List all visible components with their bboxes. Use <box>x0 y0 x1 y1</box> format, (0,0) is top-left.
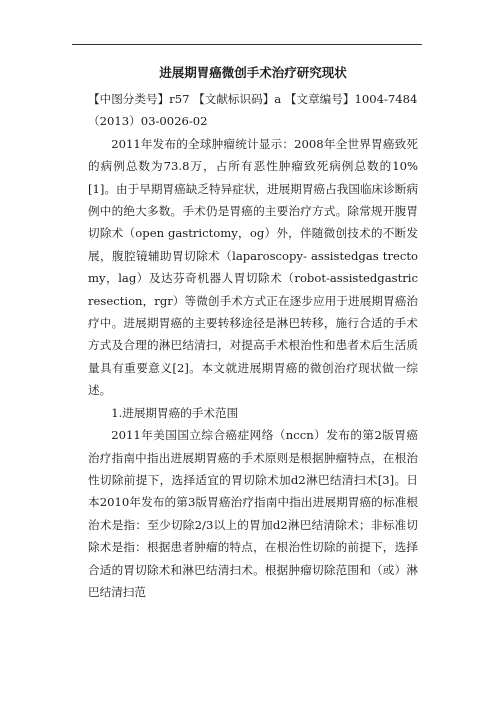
document-title: 进展期胃癌微创手术治疗研究现状 <box>159 65 347 80</box>
intro-paragraph: 2011年发布的全球肿瘤统计显示：2008年全世界胃癌致死的病例总数为73.8万，占所有恶性肿瘤致死病例总数的10%[1]。由于早期胃癌缺乏特异症状，进展期胃癌占我国临床诊断病例中的绝大多数。手术仍是胃癌的主要治疗方式。除常规开腹胃切除术（open gastrictomy，og）外，伴随微创技术的不断发展，腹腔镜辅助胃切除术（laparoscopy- assistedgas trectomy，lag）及达芬奇机器人胃切除术（robot-assistedgastric resection，rgr）等微创手术方式正在逐步应用于进展期胃癌治疗中。进展期胃癌的主要转移途径是淋巴转移，施行合适的手术方式及合理的淋巴结清扫，对提高手术根治性和患者术后生活质量具有重要意义[2]。本文就进展期胃癌的微创治疗现状做一综述。 <box>88 136 418 398</box>
section-paragraph: 2011年美国国立综合癌症网络（nccn）发布的第2版胃癌治疗指南中指出进展期胃癌的手术原则是根据肿瘤特点，在根治性切除前提下，选择适宜的胃切除术加d2淋巴结清扫术[3]。日本2010年发布的第3版胃癌治疗指南中指出进展期胃癌的标准根治术是指：至少切除2/3以上的胃加d2淋巴结清除术；非标准切除术是指：根据患者肿瘤的特点，在根治性切除的前提下，选择合适的胃切除术和淋巴结清扫术。根据肿瘤切除范围和（或）淋巴结清扫范 <box>88 428 418 599</box>
article-meta: 【中图分类号】r57 【文献标识码】a 【文章编号】1004-7484（2013）03-0026-02 <box>88 92 418 129</box>
document-body <box>88 60 418 603</box>
section-heading: 1.进展期胃癌的手术范围 <box>111 405 239 420</box>
header-rule <box>72 44 422 45</box>
